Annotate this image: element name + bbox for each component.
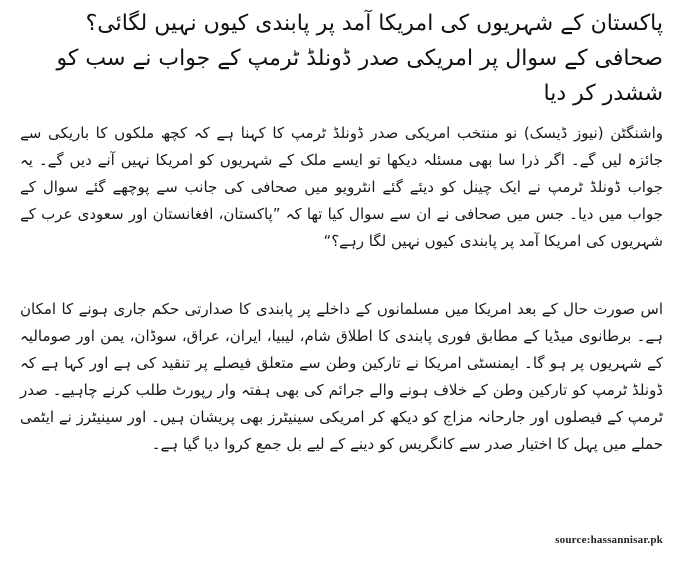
article-paragraph-2: اس صورت حال کے بعد امریکا میں مسلمانوں کے داخلے پر پابندی کا صدارتی حکم جاری ہونے کا امکان ہے۔ برطانوی میڈیا کے مطابق فوری پابندی کا اطلاق شام، لیبیا، ایران، عراق، سوڈان، یمن اور صومالیہ کے شہریوں پر ہو گا۔ ایمنسٹی امریکا نے تارکین وطن سے متعلق فیصلے پر تنقید کی ہے اور کہا ہے کہ ڈونلڈ ٹرمپ کو تارکین وطن کے خلاف ہونے والے جرائم کی بھی ہفتہ وار رپورٹ طلب کرنے چاہیے۔ صدر ٹرمپ کے فیصلوں اور جارحانہ مزاج کو دیکھ کر امریکی سینیٹرز بھی پریشان ہیں۔ اور سینیٹرز نے ایٹمی حملے میں پہل کا اختیار صدر سے کانگریس کو دینے کے لیے بل جمع کروا دیا گیا ہے۔ [20,300,663,453]
source-credit: source:hassannisar.pk [555,534,663,546]
article-headline: پاکستان کے شہریوں کی امریکا آمد پر پابندی کیوں نہیں لگائی؟ صحافی کے سوال پر امریکی صدر ڈونلڈ ٹرمپ کے جواب نے سب کو ششدر کر دیا [56,11,663,106]
article-paragraph-1: واشنگٹن (نیوز ڈیسک) نو منتخب امریکی صدر ڈونلڈ ٹرمپ کا کہنا ہے کہ کچھ ملکوں کا باریکی سے جائزہ لیں گے۔ اگر ذرا سا بھی مسئلہ دیکھا تو ایسے ملک کے شہریوں کو امریکا نہیں آنے دیں گے۔ یہ جواب ڈونلڈ ٹرمپ نے ایک چینل کو دیئے گئے انٹرویو میں صحافی کی جانب سے پوچھے گئے سوال کے جواب میں دیا۔ جس میں صحافی نے ان سے سوال کیا تھا کہ ”پاکستان، افغانستان اور سعودی عرب کے شہریوں کی امریکا آمد پر پابندی کیوں نہیں لگا رہے؟“ [20,124,663,250]
